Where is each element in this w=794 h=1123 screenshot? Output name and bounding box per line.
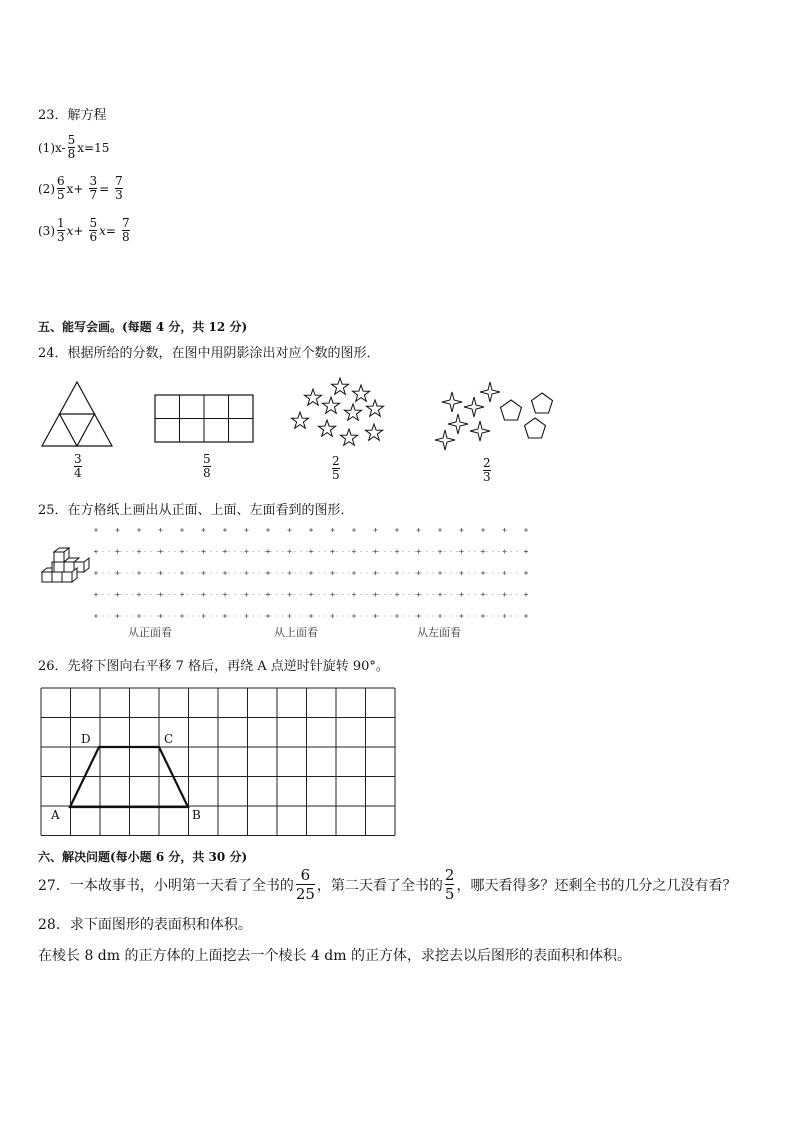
eq3-prefix: (3) — [38, 223, 55, 238]
dotted-grid-paper — [92, 526, 528, 616]
frac-den: 5 — [332, 468, 340, 482]
sparkle-icon — [448, 414, 468, 434]
eq3-frac-a — [57, 217, 65, 244]
q28-text: 在棱长 8 dm 的正方体的上面挖去一个棱长 4 dm 的正方体，求挖去以后图形的表面积和体积。 — [38, 948, 631, 964]
frac-num: 5 — [203, 452, 211, 466]
eq2-frac-c — [115, 175, 123, 202]
fraction-3-4 — [74, 453, 82, 480]
q27-part2: ，第二天看了全书的 — [316, 877, 443, 894]
frac-num: 2 — [444, 866, 455, 884]
q27-fraction-1 — [296, 866, 315, 903]
eq3-b-num: 5 — [89, 216, 98, 230]
sparkle-icon — [464, 397, 484, 417]
frac-den: 4 — [74, 466, 82, 480]
frac-den: 5 — [444, 885, 455, 903]
stars-group — [285, 373, 395, 455]
pentagon-icon — [532, 393, 553, 413]
eq2-a-num: 6 — [57, 174, 65, 188]
label-top-view: 从上面看 — [274, 626, 318, 639]
eq2-frac-b — [89, 175, 97, 202]
q25-text: 25．在方格纸上画出从正面、上面、左面看到的图形． — [38, 503, 354, 518]
eq1-prefix: (1)x- — [38, 140, 66, 155]
pentagon-icon — [501, 400, 522, 420]
eq3-a-num: 1 — [57, 216, 65, 230]
q27-question — [38, 866, 736, 903]
q26-text: 26．先将下图向右平移 7 格后，再绕 A 点逆时针旋转 90°。 — [38, 659, 389, 674]
star-icon — [331, 378, 348, 394]
frac-num: 3 — [74, 452, 82, 466]
q23-title: 23．解方程 — [38, 108, 107, 123]
label-left-view: 从左面看 — [417, 626, 461, 639]
eq1-den: 8 — [67, 147, 76, 161]
eq1-suffix: x=15 — [77, 140, 110, 155]
eq2-frac-a — [57, 175, 65, 202]
frac-den: 8 — [203, 466, 211, 480]
equation-2 — [38, 175, 125, 202]
sparkle-icon — [480, 382, 500, 402]
q27-part3: ，哪天看得多？还剩全书的几分之几没有看？ — [456, 877, 737, 894]
eq2-equals: = — [99, 181, 110, 196]
star-icon — [344, 404, 361, 420]
sparkle-icon — [470, 421, 490, 441]
equation-3 — [38, 217, 132, 244]
eq3-mid: x+ — [66, 223, 84, 238]
star-icon — [322, 397, 339, 413]
grid-lines — [41, 688, 395, 836]
star-icon — [352, 385, 369, 401]
point-label-a: A — [51, 808, 60, 822]
q27-part1: 27．一本故事书，小明第一天看了全书的 — [38, 877, 294, 894]
eq3-c-num: 7 — [121, 216, 130, 230]
q24-text: 24．根据所给的分数，在图中用阴影涂出对应个数的图形． — [38, 346, 380, 361]
eq3-equals: x= — [99, 223, 116, 238]
section5-heading: 五、能写会画。(每题 4 分，共 12 分) — [38, 320, 248, 334]
eq2-prefix: (2) — [38, 181, 55, 196]
eq1-num: 5 — [67, 133, 76, 147]
eq3-frac-b — [89, 217, 97, 244]
rectangle-grid-figure — [154, 394, 254, 444]
q28-title: 28．求下面图形的表面积和体积。 — [38, 917, 252, 933]
frac-num: 2 — [332, 454, 340, 468]
star-icon — [304, 389, 321, 405]
eq2-c-num: 7 — [115, 174, 123, 188]
frac-num: 2 — [483, 456, 491, 470]
sparkle-icon — [442, 392, 462, 412]
point-label-d: D — [81, 732, 91, 746]
eq2-mid: x+ — [66, 181, 84, 196]
eq1-fraction — [68, 134, 76, 161]
point-label-c: C — [164, 732, 174, 746]
cube-stack-figure — [40, 548, 92, 588]
q27-fraction-2 — [445, 866, 455, 903]
fraction-2-5 — [332, 455, 340, 482]
star-icon — [318, 420, 335, 436]
label-front-view: 从正面看 — [128, 626, 172, 639]
triangle-figure — [40, 380, 114, 450]
section6-heading: 六、解决问题(每小题 6 分，共 30 分) — [38, 850, 248, 864]
frac-den: 3 — [483, 470, 491, 484]
square-grid — [40, 687, 394, 837]
frac-den: 25 — [295, 885, 315, 903]
eq3-c-den: 8 — [121, 230, 130, 244]
fraction-2-3 — [483, 457, 491, 484]
eq2-b-den: 7 — [89, 188, 98, 202]
point-label-b: B — [192, 808, 201, 822]
fraction-5-8 — [203, 453, 211, 480]
eq3-frac-c — [122, 217, 130, 244]
sparkle-icon — [435, 430, 455, 450]
star-icon — [366, 400, 383, 416]
star-icon — [365, 424, 382, 440]
star-icon — [340, 429, 357, 445]
eq3-a-den: 3 — [57, 230, 65, 244]
eq2-c-den: 3 — [115, 188, 123, 202]
sparkles-and-pentagons — [432, 378, 557, 456]
pentagon-icon — [525, 418, 546, 438]
eq2-b-num: 3 — [89, 174, 98, 188]
eq3-b-den: 6 — [89, 230, 98, 244]
equation-1 — [38, 134, 109, 161]
eq2-a-den: 5 — [57, 188, 65, 202]
star-icon — [291, 412, 308, 428]
frac-num: 6 — [300, 866, 311, 884]
